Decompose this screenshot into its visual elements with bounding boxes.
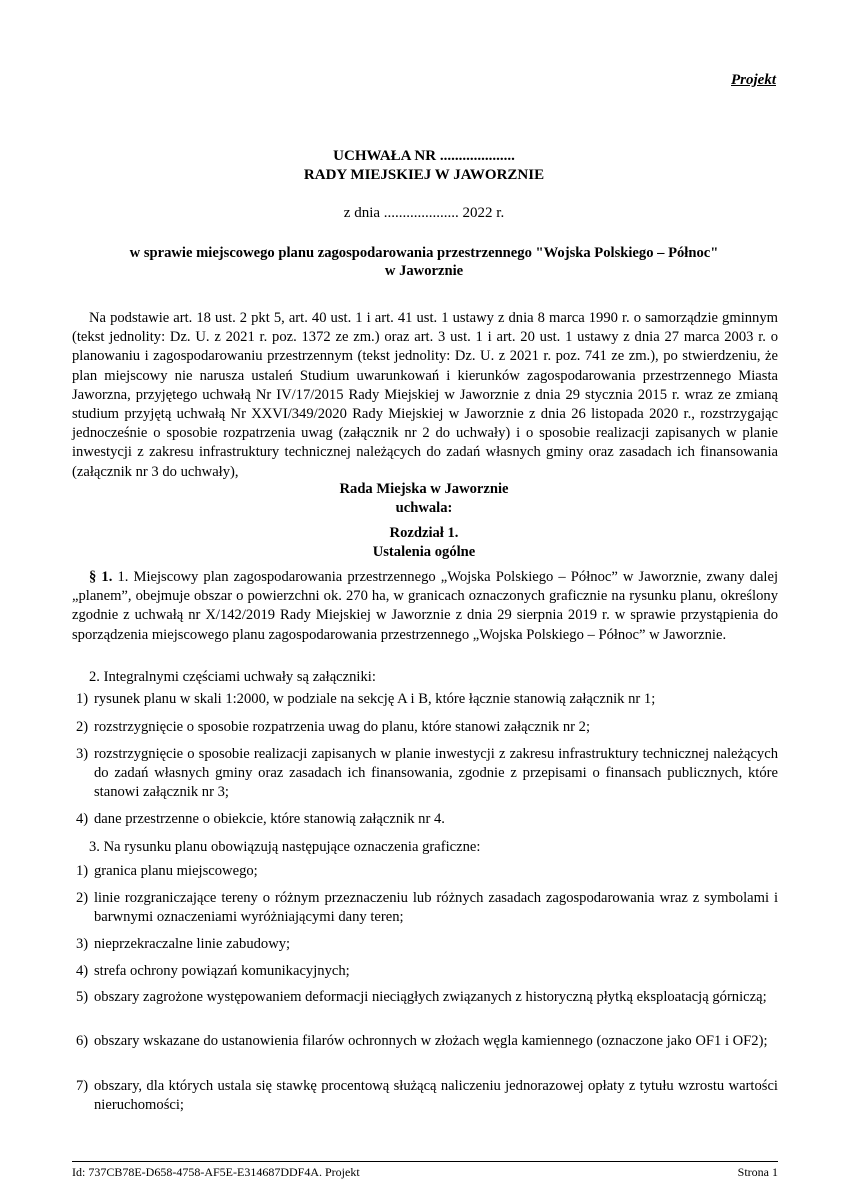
list-item-text: strefa ochrony powiązań komunikacyjnych; [94, 963, 350, 979]
section-1-paragraph [72, 568, 778, 645]
list-item [72, 1032, 778, 1051]
resolution-subject [72, 244, 776, 280]
list-item [72, 1077, 778, 1115]
list-item [72, 810, 778, 829]
list-item-number: 4) [76, 811, 89, 827]
point-2-intro: 2. Integralnymi częściami uchwały są załączniki: [89, 669, 376, 685]
page-number: Strona 1 [737, 1165, 778, 1179]
list-item-number: 3) [76, 746, 89, 762]
section-mark: § 1. [89, 569, 113, 585]
list-item [72, 718, 778, 737]
list-item [72, 935, 778, 954]
list-item-number: 4) [76, 963, 89, 979]
list-item-number: 1) [76, 863, 89, 879]
list-item-text: granica planu miejscowego; [94, 863, 258, 879]
list-item-text: linie rozgraniczające tereny o różnym przeznaczeniu lub różnych zasadach zagospodarowania wraz z symbolami i barwnymi oznaczeniami wyróżniającymi dany teren; [94, 890, 778, 926]
list-item-text: obszary zagrożone występowaniem deformacji nieciągłych związanych z historyczną płytką eksploatacją górniczą; [94, 989, 767, 1005]
list-item-text: rysunek planu w skali 1:2000, w podziale na sekcję A i B, które łącznie stanowią załącznik nr 1; [94, 691, 656, 707]
chapter-title: Ustalenia ogólne [372, 544, 476, 560]
list-item-text: dane przestrzenne o obiekcie, które stanowią załącznik nr 4. [94, 811, 445, 827]
council-enactment-line-2: uchwala: [395, 500, 453, 516]
document-id: Id: 737CB78E-D658-4758-AF5E-E314687DDF4A. Projekt [72, 1165, 360, 1179]
resolution-date: z dnia .................... 2022 r. [343, 205, 505, 221]
chapter-heading [72, 524, 776, 562]
preamble-paragraph: Na podstawie art. 18 ust. 2 pkt 5, art. 40 ust. 1 i art. 41 ust. 1 ustawy z dnia 8 marca 1990 r. o samorządzie gminnym (tekst jednolity: Dz. U. z 2021 r. poz. 1372 ze zm.) oraz art. 3 ust. 1 i art. 20 ust. 1 ustawy z dnia 27 marca 2003 r. o planowaniu i zagospodarowaniu przestrzennym (tekst jednolity: Dz. U. z 2021 r. poz. 741 ze zm.), po stwierdzeniu, że plan miejscowy nie narusza ustaleń Studium uwarunkowań i kierunków zagospodarowania przestrzennego Miasta Jaworzna, przyjętego uchwałą Nr IV/17/2015 Rady Miejskiej w Jaworznie z dnia 29 stycznia 2015 r. wraz ze zmianą studium przyjętą uchwałą Nr XXVI/349/2020 Rady Miejskiej w Jaworznie z dnia 26 listopada 2020 r., rozstrzygając jednocześnie o sposobie rozpatrzenia uwag (załącznik nr 2 do uchwały) i o sposobie realizacji zapisanych w planie inwestycji z zakresu infrastruktury technicznej należących do zadań własnych gminy oraz zasadach ich finansowania (załącznik nr 3 do uchwały), [72, 310, 778, 480]
list-item-number: 3) [76, 936, 89, 952]
list-item [72, 745, 778, 803]
list-item-text: obszary wskazane do ustanowienia filarów ochronnych w złożach węgla kamiennego (oznaczone jako OF1 i OF2); [94, 1033, 768, 1049]
council-name: RADY MIEJSKIEJ W JAWORZNIE [303, 167, 545, 183]
resolution-title [72, 147, 776, 185]
council-enactment-line-1: Rada Miejska w Jaworznie [339, 481, 509, 497]
section-1-text: 1. Miejscowy plan zagospodarowania przestrzennego „Wojska Polskiego – Północ” w Jaworznie, zwany dalej „planem”, obejmuje obszar o powierzchni ok. 270 ha, w granicach oznaczonych graficznie na rysunku planu, określony zgodnie z uchwałą nr X/142/2019 Rady Miejskiej w Jaworznie z dnia 29 sierpnia 2019 r. w sprawie przystąpienia do sporządzenia miejscowego planu zagospodarowania przestrzennego „Wojska Polskiego – Północ” w Jaworznie. [72, 569, 779, 643]
point-3-intro: 3. Na rysunku planu obowiązują następujące oznaczenia graficzne: [89, 839, 481, 855]
list-item [72, 889, 778, 927]
draft-label: Projekt [731, 72, 776, 88]
list-item-number: 2) [76, 890, 89, 906]
chapter-number: Rozdział 1. [389, 525, 459, 541]
council-enactment [72, 480, 776, 518]
subject-line-1: w sprawie miejscowego planu zagospodarowania przestrzennego "Wojska Polskiego – Północ" [129, 245, 719, 261]
list-item [72, 862, 778, 881]
list-item-text: rozstrzygnięcie o sposobie rozpatrzenia uwag do planu, które stanowi załącznik nr 2; [94, 719, 591, 735]
footer-divider [72, 1161, 778, 1162]
list-item-number: 1) [76, 691, 89, 707]
list-item-number: 5) [76, 989, 89, 1005]
subject-line-2: w Jaworznie [384, 263, 464, 279]
list-item-text: obszary, dla których ustala się stawkę procentową służącą naliczeniu jednorazowej opłaty z tytułu wzrostu wartości nieruchomości; [94, 1078, 778, 1114]
list-item [72, 690, 778, 709]
list-item-number: 7) [76, 1078, 89, 1094]
list-item-text: rozstrzygnięcie o sposobie realizacji zapisanych w planie inwestycji z zakresu infrastruktury technicznej należących do zadań własnych gminy oraz zasadach ich finansowania, zgodnie z przepisami o finansach publicznych, które stanowi załącznik nr 3; [94, 746, 778, 801]
list-item-number: 2) [76, 719, 89, 735]
list-item [72, 962, 778, 981]
page-footer [72, 1165, 778, 1180]
list-item-text: nieprzekraczalne linie zabudowy; [94, 936, 291, 952]
list-item-number: 6) [76, 1033, 89, 1049]
list-item [72, 988, 778, 1007]
resolution-number: UCHWAŁA NR .................... [333, 148, 515, 164]
